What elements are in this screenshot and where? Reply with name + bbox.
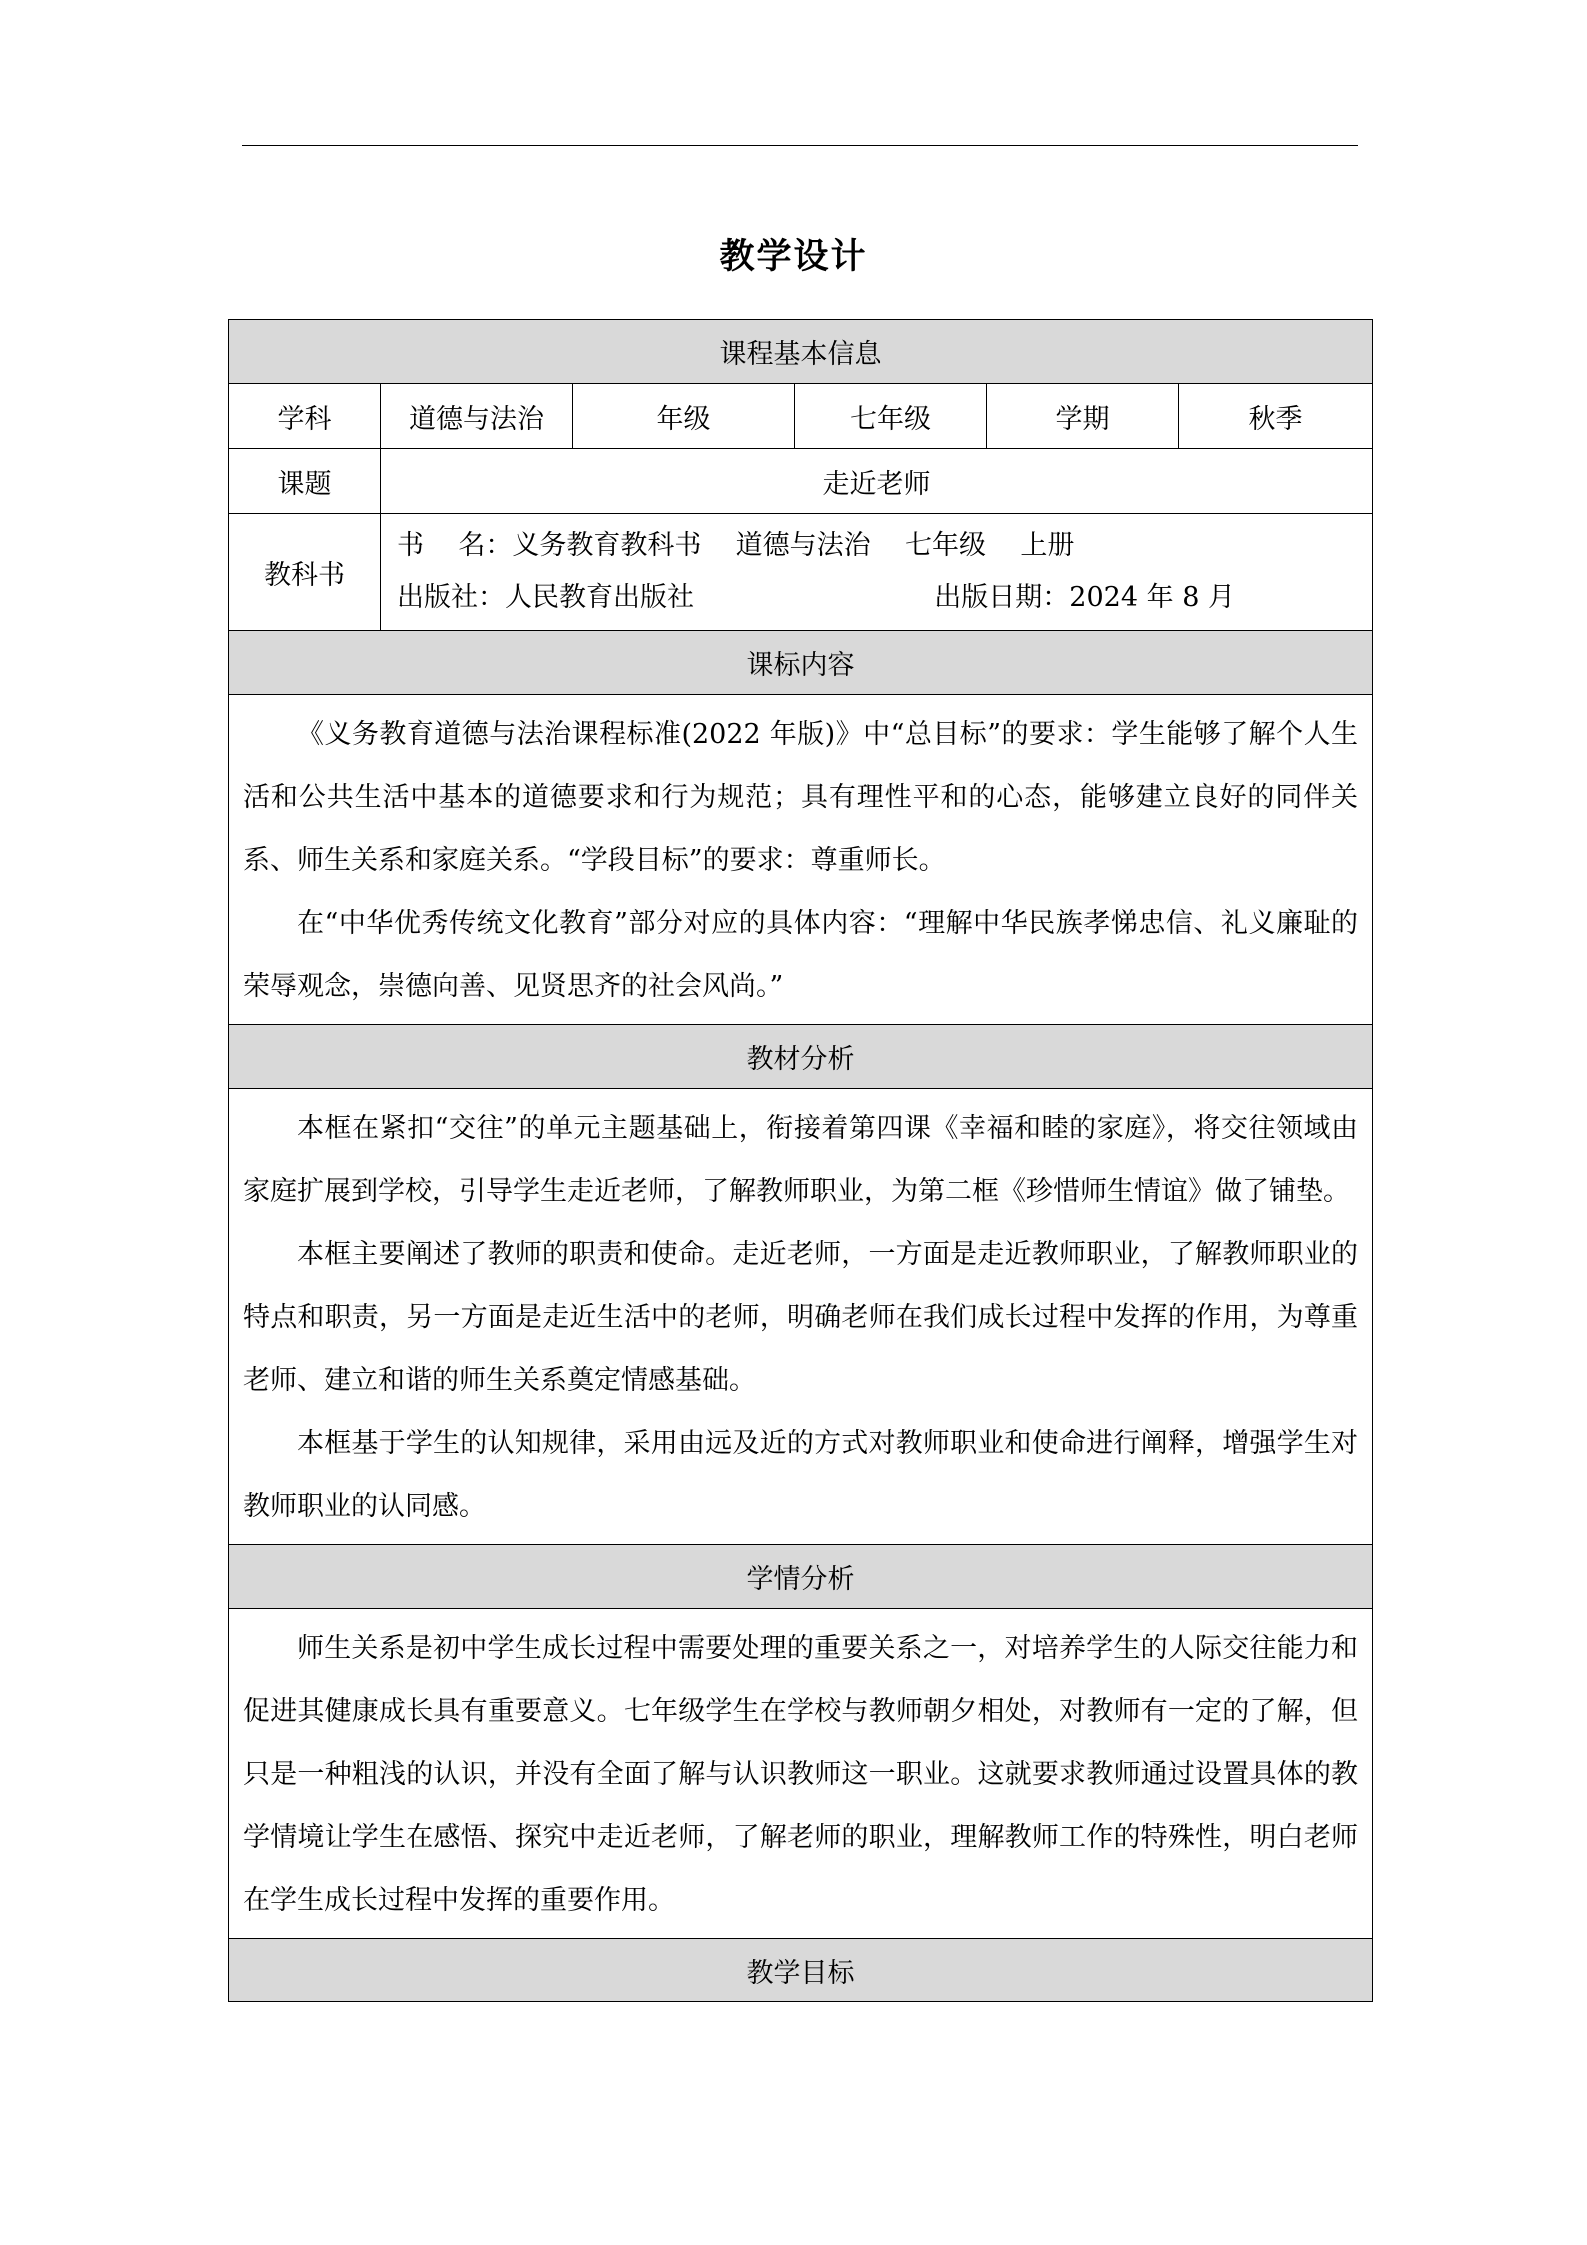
section-title-student: 学情分析 xyxy=(229,1545,1373,1609)
subject-value: 道德与法治 xyxy=(381,384,573,449)
student-paragraph: 师生关系是初中学生成长过程中需要处理的重要关系之一，对培养学生的人际交往能力和促进其健康成长具有重要意义。七年级学生在学校与教师朝夕相处，对教师有一定的了解，但只是一种粗浅的认识，并没有全面了解与认识教师这一职业。这就要求教师通过设置具体的教学情境让学生在感悟、探究中走近老师，了解老师的职业，理解教师工作的特殊性，明白老师在学生成长过程中发挥的重要作用。 xyxy=(243,1633,1359,1916)
student-header-row xyxy=(229,1545,1373,1609)
material-paragraph: 本框在紧扣“交往”的单元主题基础上，衔接着第四课《幸福和睦的家庭》，将交往领域由家庭扩展到学校，引导学生走近老师，了解教师职业，为第二框《珍惜师生情谊》做了铺垫。 xyxy=(243,1113,1359,1207)
section-title-objectives: 教学目标 xyxy=(229,1939,1373,2002)
section-title-material: 教材分析 xyxy=(229,1025,1373,1089)
student-content-row xyxy=(229,1609,1373,1939)
info-row xyxy=(229,384,1373,449)
header-rule xyxy=(242,145,1358,146)
textbook-row xyxy=(229,514,1373,631)
lesson-design-table xyxy=(228,319,1373,2002)
objectives-header-row xyxy=(229,1939,1373,2002)
section-title-basic-info: 课程基本信息 xyxy=(229,320,1373,384)
basic-info-header-row xyxy=(229,320,1373,384)
student-content xyxy=(229,1609,1373,1939)
grade-value: 七年级 xyxy=(795,384,987,449)
material-content-row xyxy=(229,1089,1373,1545)
standard-header-row xyxy=(229,631,1373,695)
textbook-details xyxy=(381,514,1373,631)
material-paragraph: 本框主要阐述了教师的职责和使命。走近老师，一方面是走近教师职业，了解教师职业的特点和职责，另一方面是走近生活中的老师，明确老师在我们成长过程中发挥的作用，为尊重老师、建立和谐的师生关系奠定情感基础。 xyxy=(243,1239,1359,1396)
material-paragraph: 本框基于学生的认知规律，采用由远及近的方式对教师职业和使命进行阐释，增强学生对教师职业的认同感。 xyxy=(243,1428,1359,1522)
term-value: 秋季 xyxy=(1179,384,1373,449)
grade-label: 年级 xyxy=(573,384,795,449)
material-header-row xyxy=(229,1025,1373,1089)
standard-content xyxy=(229,695,1373,1025)
material-content xyxy=(229,1089,1373,1545)
topic-row xyxy=(229,449,1373,514)
term-label: 学期 xyxy=(987,384,1179,449)
topic-label: 课题 xyxy=(229,449,381,514)
publisher-line: 出版社：人民教育出版社 出版日期：2024 年 8 月 xyxy=(397,582,1235,613)
standard-paragraph: 《义务教育道德与法治课程标准(2022 年版)》中“总目标”的要求：学生能够了解个人生活和公共生活中基本的道德要求和行为规范；具有理性平和的心态，能够建立良好的同伴关系、师生关系和家庭关系。“学段目标”的要求：尊重师长。 xyxy=(243,719,1359,876)
section-title-standard: 课标内容 xyxy=(229,631,1373,695)
standard-content-row xyxy=(229,695,1373,1025)
document-title: 教学设计 xyxy=(719,236,868,277)
textbook-label: 教科书 xyxy=(229,514,381,631)
book-name-line: 书 名：义务教育教科书 道德与法治 七年级 上册 xyxy=(397,530,1075,561)
topic-value: 走近老师 xyxy=(381,449,1373,514)
standard-paragraph: 在“中华优秀传统文化教育”部分对应的具体内容：“理解中华民族孝悌忠信、礼义廉耻的荣辱观念，崇德向善、见贤思齐的社会风尚。” xyxy=(243,908,1359,1002)
subject-label: 学科 xyxy=(229,384,381,449)
